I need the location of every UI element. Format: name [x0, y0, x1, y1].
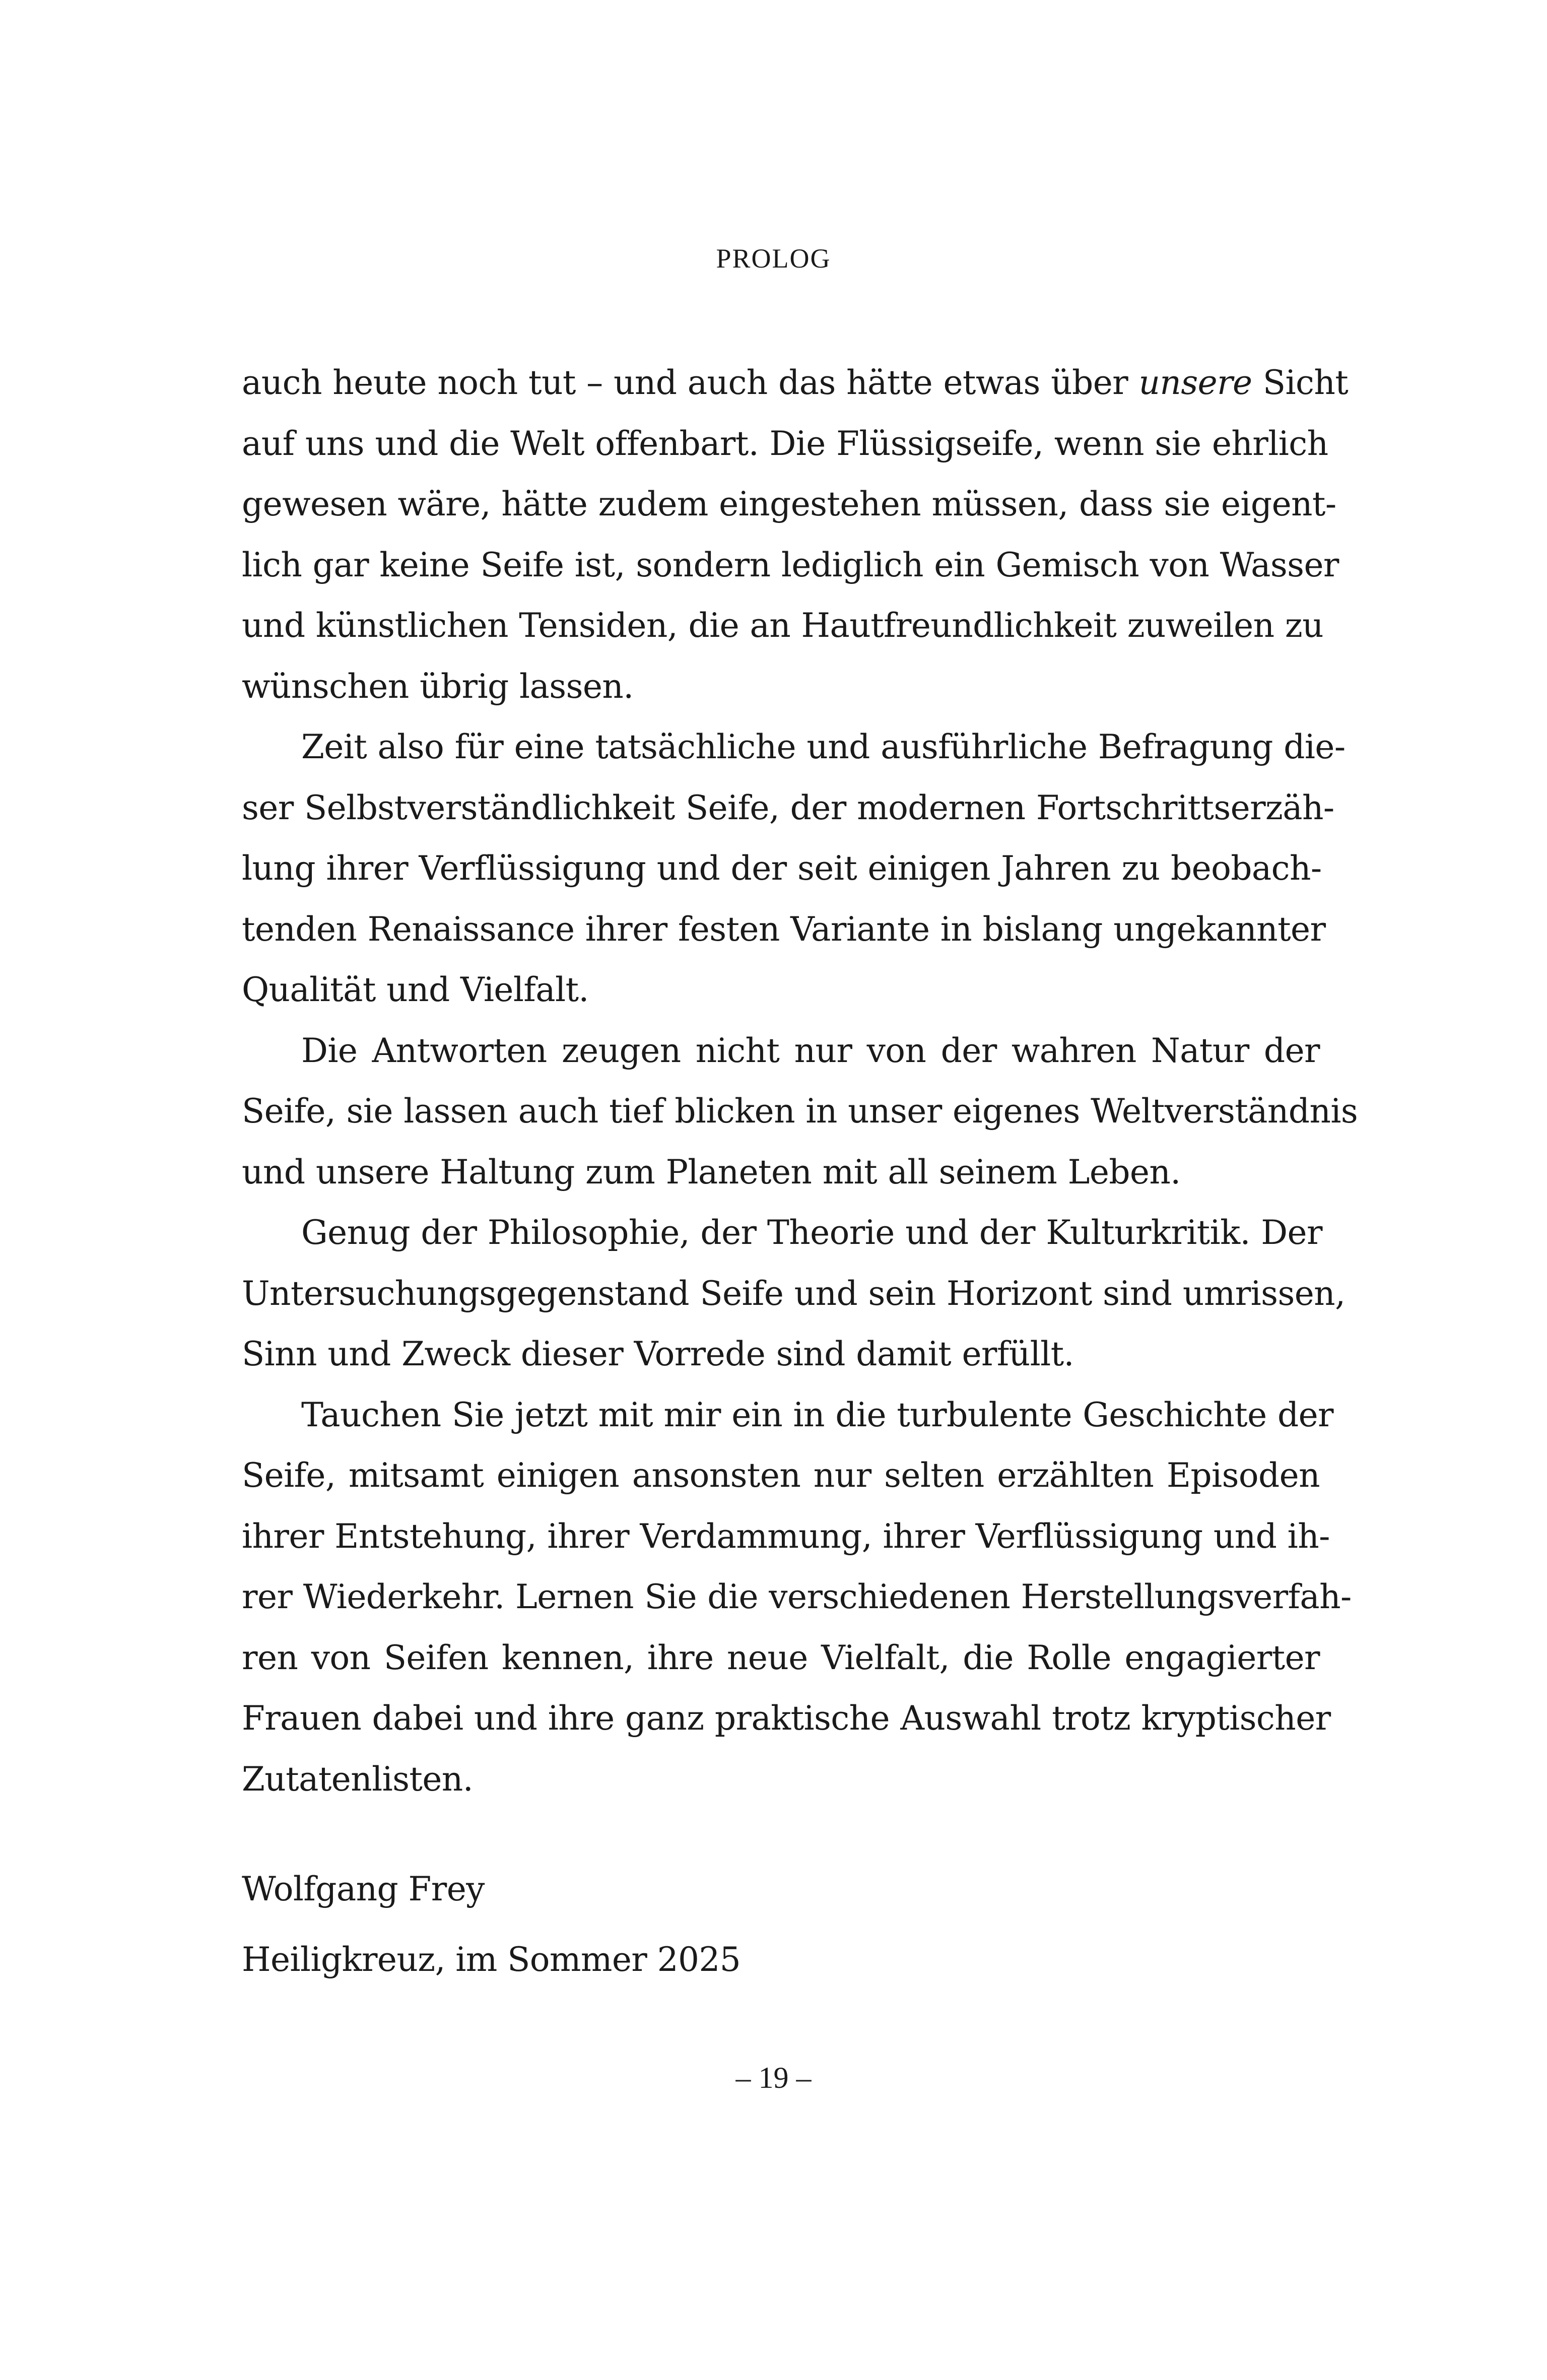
text-line: gewesen wäre, hätte zudem eingestehen müssen, dass sie eigent- — [242, 485, 1336, 523]
paragraph — [242, 1021, 1358, 1203]
text-line: Genug der Philosophie, der Theorie und der Kulturkritik. Der — [301, 1213, 1322, 1252]
text-line: auf uns und die Welt offenbart. Die Flüssigseife, wenn sie ehrlich — [242, 424, 1328, 463]
text-line: lich gar keine Seife ist, sondern lediglich ein Gemisch von Wasser — [242, 545, 1339, 584]
text-line: Untersuchungsgegenstand Seife und sein Horizont sind umrissen, — [242, 1274, 1346, 1313]
text-line: Sinn und Zweck dieser Vorrede sind damit erfüllt. — [242, 1335, 1074, 1373]
text-line: ren von Seifen kennen, ihre neue Vielfalt, die Rolle engagierter — [242, 1638, 1320, 1677]
paragraph — [242, 717, 1346, 1021]
body-text — [242, 353, 1358, 1810]
text-line: Zeit also für eine tatsächliche und ausführliche Befragung die- — [301, 728, 1346, 766]
text-line: tenden Renaissance ihrer festen Variante in bislang ungekannter — [242, 909, 1326, 949]
text-line: rer Wiederkehr. Lernen Sie die verschiedenen Herstellungsverfah- — [242, 1577, 1352, 1616]
paragraph — [242, 353, 1349, 717]
running-head: PROLOG — [716, 243, 831, 274]
text-line: Zutatenlisten. — [242, 1759, 474, 1799]
text-line: Seife, sie lassen auch tief blicken in unser eigenes Weltverständnis — [242, 1092, 1358, 1131]
text-line: wünschen übrig lassen. — [242, 667, 634, 706]
page-number: – 19 – — [735, 2061, 812, 2094]
text-line: ihrer Entstehung, ihrer Verdammung, ihrer Verflüssigung und ih- — [242, 1516, 1330, 1556]
place-date: Heiligkreuz, im Sommer 2025 — [242, 1940, 741, 1979]
author-name: Wolfgang Frey — [242, 1870, 485, 1908]
text-line: ser Selbstverständlichkeit Seife, der modernen Fortschrittserzäh- — [242, 788, 1334, 827]
text-line: und unsere Haltung zum Planeten mit all seinem Leben. — [242, 1152, 1181, 1192]
text-line: Tauchen Sie jetzt mit mir ein in die turbulente Geschichte der — [301, 1395, 1333, 1434]
text-line: lung ihrer Verflüssigung und der seit einigen Jahren zu beobach- — [242, 849, 1322, 888]
paragraph — [242, 1203, 1346, 1385]
text-line: Die Antworten zeugen nicht nur von der wahren Natur der — [301, 1031, 1320, 1070]
text-line: Frauen dabei und ihre ganz praktische Auswahl trotz kryptischer — [242, 1699, 1331, 1738]
text-line: und künstlichen Tensiden, die an Hautfreundlichkeit zuweilen zu — [242, 606, 1323, 645]
text-line: Qualität und Vielfalt. — [242, 970, 589, 1009]
paragraph — [242, 1385, 1352, 1810]
emphasis: unsere — [1138, 363, 1252, 402]
text-line: Seife, mitsamt einigen ansonsten nur selten erzählten Episoden — [242, 1456, 1320, 1495]
signature-block — [242, 1854, 1320, 1995]
text-line: auch heute noch tut – und auch das hätte etwas über unsere Sicht — [242, 363, 1349, 402]
